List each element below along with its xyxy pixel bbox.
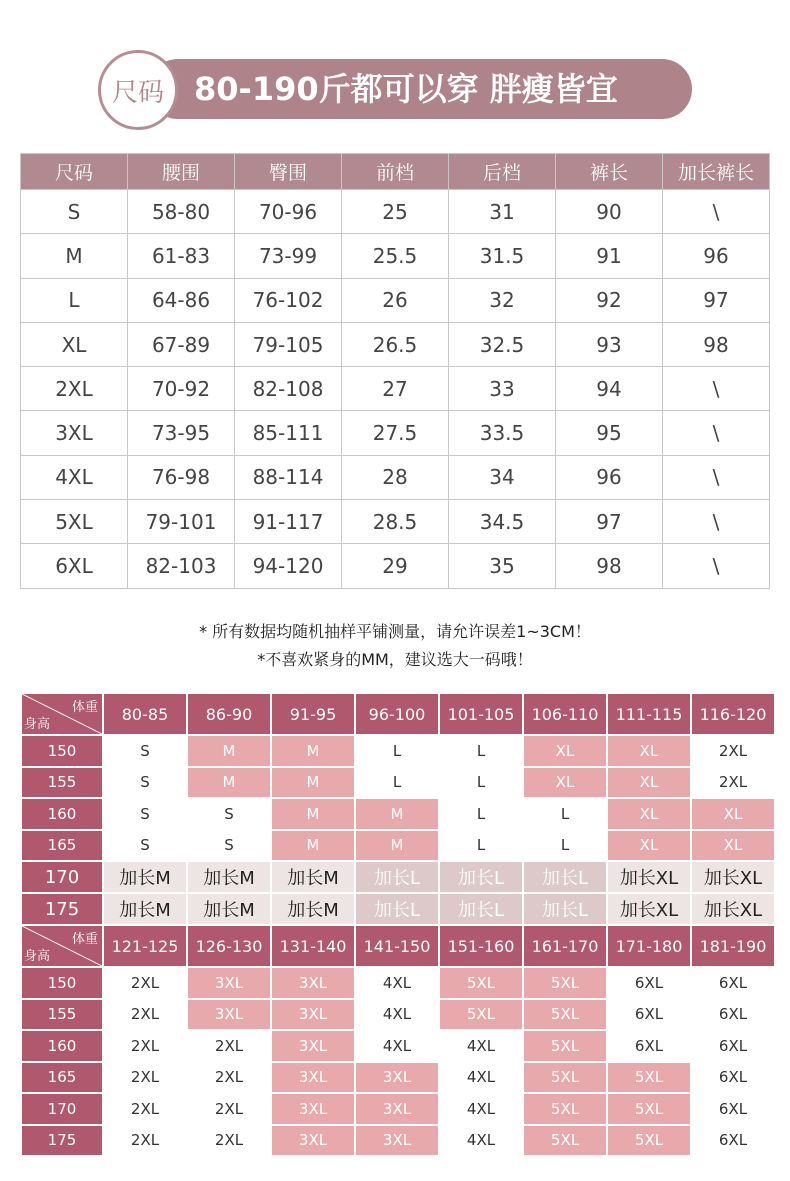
grid-size-cell: 2XL (104, 1094, 186, 1124)
size-chart-cell: 67-89 (128, 322, 235, 366)
grid-size-cell: XL (524, 736, 606, 766)
size-chart-cell: 6XL (21, 544, 128, 588)
size-chart-cell: 79-101 (128, 500, 235, 544)
grid-size-cell: 3XL (272, 1094, 354, 1124)
grid-height-cell: 150 (22, 968, 102, 998)
note-line-2: *不喜欢紧身的MM，建议选大一码哦！ (257, 650, 533, 669)
grid-size-cell: 3XL (188, 1000, 270, 1030)
grid-size-cell: 3XL (272, 1000, 354, 1030)
grid-size-cell: S (104, 736, 186, 766)
grid-size-cell: 2XL (188, 1126, 270, 1156)
size-chart-cell: 96 (556, 455, 663, 499)
grid-weight-header-cell: 86-90 (188, 694, 270, 734)
grid-height-cell: 150 (22, 736, 102, 766)
size-chart-cell: XL (21, 322, 128, 366)
grid-size-cell: 加长M (272, 894, 354, 924)
grid-size-cell: 4XL (440, 1063, 522, 1093)
grid-size-cell: M (356, 799, 438, 829)
grid-size-cell: XL (608, 736, 690, 766)
grid-size-cell: L (524, 799, 606, 829)
grid-size-cell: 3XL (272, 1063, 354, 1093)
grid-weight-header-cell: 151-160 (440, 926, 522, 966)
grid-size-cell: 6XL (692, 968, 774, 998)
size-chart-cell: 27.5 (342, 411, 449, 455)
grid-size-cell: L (356, 736, 438, 766)
grid-size-cell: 2XL (692, 736, 774, 766)
size-chart-cell: 26.5 (342, 322, 449, 366)
grid-size-cell: 2XL (188, 1031, 270, 1061)
size-chart-cell: L (21, 278, 128, 322)
grid-row (22, 968, 774, 998)
size-chart-header-cell: 后档 (449, 154, 556, 190)
size-chart-row (21, 500, 770, 544)
size-chart-cell: 88-114 (235, 455, 342, 499)
grid-weight-header-cell: 181-190 (692, 926, 774, 966)
size-chart-row (21, 190, 770, 234)
size-chart-cell: 61-83 (128, 234, 235, 278)
grid-size-cell: 5XL (524, 1031, 606, 1061)
size-chart-cell: 70-96 (235, 190, 342, 234)
grid-size-cell: 2XL (188, 1094, 270, 1124)
grid-row (22, 1000, 774, 1030)
size-chart-cell: \ (663, 500, 770, 544)
grid-height-cell: 175 (22, 1126, 102, 1156)
grid-height-cell: 160 (22, 799, 102, 829)
grid-row (22, 1126, 774, 1156)
grid-size-cell: 加长M (104, 894, 186, 924)
grid-weight-header-row (22, 926, 774, 966)
grid-size-cell: M (188, 736, 270, 766)
grid-height-cell: 155 (22, 1000, 102, 1030)
grid-size-cell: 加长L (440, 894, 522, 924)
grid-size-cell: L (524, 831, 606, 861)
corner-height-label: 身高 (24, 717, 51, 732)
size-chart-header-cell: 加长裤长 (663, 154, 770, 190)
grid-size-cell: L (440, 799, 522, 829)
grid-size-cell: S (104, 768, 186, 798)
grid-size-cell: 2XL (188, 1063, 270, 1093)
measurement-notes (0, 618, 790, 674)
size-chart-cell: 94 (556, 367, 663, 411)
grid-size-cell: 2XL (104, 968, 186, 998)
grid-size-cell: 加长L (356, 862, 438, 892)
grid-height-cell: 160 (22, 1031, 102, 1061)
size-chart-cell: M (21, 234, 128, 278)
size-chart-cell: \ (663, 190, 770, 234)
grid-weight-header-cell: 131-140 (272, 926, 354, 966)
grid-row (22, 1094, 774, 1124)
grid-size-cell: XL (524, 768, 606, 798)
grid-size-cell: M (272, 736, 354, 766)
title-banner (98, 50, 694, 132)
size-badge-label: 尺码 (111, 77, 164, 108)
grid-size-cell: 6XL (608, 1000, 690, 1030)
size-chart-header-cell: 臀围 (235, 154, 342, 190)
size-chart-cell: 90 (556, 190, 663, 234)
grid-size-cell: 3XL (188, 968, 270, 998)
size-chart-cell: 97 (663, 278, 770, 322)
grid-row (22, 736, 774, 766)
grid-size-cell: 加长L (440, 862, 522, 892)
size-chart-cell: 33.5 (449, 411, 556, 455)
grid-size-cell: M (356, 831, 438, 861)
size-chart-cell: 82-108 (235, 367, 342, 411)
size-chart-cell: 85-111 (235, 411, 342, 455)
size-chart-table (20, 153, 770, 589)
size-chart-cell: 31 (449, 190, 556, 234)
grid-size-cell: 6XL (692, 1126, 774, 1156)
size-chart-cell: 98 (663, 322, 770, 366)
grid-size-cell: 加长M (104, 862, 186, 892)
grid-size-cell: M (272, 799, 354, 829)
size-chart-row (21, 455, 770, 499)
size-chart-header-cell: 前档 (342, 154, 449, 190)
size-chart-cell: 91-117 (235, 500, 342, 544)
grid-size-cell: 加长XL (608, 862, 690, 892)
grid-size-cell: 3XL (272, 1126, 354, 1156)
size-chart-cell: 28.5 (342, 500, 449, 544)
size-chart-cell: 3XL (21, 411, 128, 455)
size-chart-cell: 32.5 (449, 322, 556, 366)
size-chart-body (21, 190, 770, 589)
grid-size-cell: 加长L (524, 862, 606, 892)
grid-size-cell: 2XL (104, 1126, 186, 1156)
grid-weight-header-cell: 106-110 (524, 694, 606, 734)
grid-size-cell: XL (608, 831, 690, 861)
grid-size-cell: XL (608, 768, 690, 798)
size-chart-cell: 31.5 (449, 234, 556, 278)
size-chart-header-row (21, 154, 770, 190)
grid-size-cell: 3XL (272, 1031, 354, 1061)
grid-height-cell: 165 (22, 831, 102, 861)
grid-weight-header-cell: 121-125 (104, 926, 186, 966)
grid-size-cell: 6XL (692, 1031, 774, 1061)
grid-size-cell: 加长L (356, 894, 438, 924)
grid-row (22, 1063, 774, 1093)
size-chart-cell: 58-80 (128, 190, 235, 234)
grid-size-cell: 4XL (440, 1094, 522, 1124)
size-chart-cell: \ (663, 411, 770, 455)
size-chart-cell: 34.5 (449, 500, 556, 544)
corner-weight-label: 体重 (71, 700, 98, 715)
grid-size-cell: 5XL (524, 1000, 606, 1030)
size-chart-cell: 25 (342, 190, 449, 234)
size-badge (98, 50, 178, 130)
size-chart-row (21, 278, 770, 322)
size-chart-cell: 73-95 (128, 411, 235, 455)
size-chart-cell: 95 (556, 411, 663, 455)
size-chart-cell: 91 (556, 234, 663, 278)
grid-size-cell: L (440, 736, 522, 766)
grid-row (22, 768, 774, 798)
size-chart-cell: 25.5 (342, 234, 449, 278)
grid-size-cell: 2XL (104, 1031, 186, 1061)
grid-size-cell: 5XL (608, 1063, 690, 1093)
grid-weight-header-cell: 111-115 (608, 694, 690, 734)
grid-size-cell: 加长XL (608, 894, 690, 924)
grid-size-cell: M (272, 768, 354, 798)
corner-weight-label: 体重 (71, 932, 98, 947)
size-chart-header-cell: 尺码 (21, 154, 128, 190)
grid-size-cell: 5XL (608, 1126, 690, 1156)
size-chart-cell: 92 (556, 278, 663, 322)
grid-size-cell: S (188, 799, 270, 829)
grid-size-cell: L (440, 831, 522, 861)
grid-corner-cell (22, 694, 102, 734)
grid-size-cell: XL (692, 799, 774, 829)
size-chart-cell: 29 (342, 544, 449, 588)
grid-size-cell: S (188, 831, 270, 861)
size-chart-cell: 76-98 (128, 455, 235, 499)
grid-body (22, 694, 774, 1155)
grid-size-cell: 5XL (440, 1000, 522, 1030)
grid-size-cell: M (188, 768, 270, 798)
grid-row (22, 799, 774, 829)
size-chart-cell: 26 (342, 278, 449, 322)
size-chart-cell: 27 (342, 367, 449, 411)
grid-row (22, 1031, 774, 1061)
size-chart-cell: 96 (663, 234, 770, 278)
grid-size-cell: 5XL (440, 968, 522, 998)
grid-size-cell: 4XL (356, 1000, 438, 1030)
size-chart-cell: 33 (449, 367, 556, 411)
size-chart-cell: 5XL (21, 500, 128, 544)
size-chart-cell: 97 (556, 500, 663, 544)
size-chart-cell: 93 (556, 322, 663, 366)
grid-size-cell: 6XL (608, 1031, 690, 1061)
grid-size-cell: 5XL (608, 1094, 690, 1124)
size-chart-cell: 32 (449, 278, 556, 322)
grid-row (22, 862, 774, 892)
grid-size-cell: L (440, 768, 522, 798)
grid-size-cell: 3XL (272, 968, 354, 998)
size-chart-cell: 34 (449, 455, 556, 499)
grid-size-cell: 5XL (524, 1094, 606, 1124)
grid-size-cell: 3XL (356, 1063, 438, 1093)
size-chart-cell: 4XL (21, 455, 128, 499)
corner-height-label: 身高 (24, 949, 51, 964)
size-chart-cell: 98 (556, 544, 663, 588)
grid-size-cell: 6XL (608, 968, 690, 998)
grid-weight-header-cell: 96-100 (356, 694, 438, 734)
grid-size-cell: 5XL (524, 1126, 606, 1156)
size-chart-header-cell: 裤长 (556, 154, 663, 190)
grid-size-cell: 4XL (356, 1031, 438, 1061)
grid-size-cell: 6XL (692, 1063, 774, 1093)
grid-row (22, 894, 774, 924)
size-chart-cell: 76-102 (235, 278, 342, 322)
grid-height-cell: 155 (22, 768, 102, 798)
grid-size-cell: M (272, 831, 354, 861)
grid-size-cell: 4XL (440, 1126, 522, 1156)
grid-weight-header-cell: 171-180 (608, 926, 690, 966)
grid-size-cell: 加长M (272, 862, 354, 892)
size-chart-row (21, 411, 770, 455)
grid-size-cell: 6XL (692, 1000, 774, 1030)
grid-weight-header-cell: 91-95 (272, 694, 354, 734)
grid-size-cell: 2XL (104, 1000, 186, 1030)
grid-size-cell: 5XL (524, 968, 606, 998)
grid-size-cell: 加长XL (692, 894, 774, 924)
grid-size-cell: S (104, 799, 186, 829)
grid-size-cell: 加长M (188, 862, 270, 892)
grid-size-cell: XL (608, 799, 690, 829)
size-chart-cell: 2XL (21, 367, 128, 411)
grid-weight-header-cell: 161-170 (524, 926, 606, 966)
grid-size-cell: 4XL (440, 1031, 522, 1061)
grid-size-cell: 5XL (524, 1063, 606, 1093)
size-chart-row (21, 234, 770, 278)
size-chart-cell: 82-103 (128, 544, 235, 588)
grid-height-cell: 170 (22, 862, 102, 892)
grid-corner-cell (22, 926, 102, 966)
size-chart-cell: \ (663, 455, 770, 499)
size-chart-cell: \ (663, 367, 770, 411)
grid-weight-header-cell: 141-150 (356, 926, 438, 966)
banner-title: 80-190斤都可以穿 胖瘦皆宜 (194, 70, 618, 108)
weight-height-size-grid (20, 692, 776, 1157)
grid-size-cell: 2XL (104, 1063, 186, 1093)
grid-row (22, 831, 774, 861)
grid-height-cell: 175 (22, 894, 102, 924)
size-chart-cell: S (21, 190, 128, 234)
grid-height-cell: 170 (22, 1094, 102, 1124)
size-chart-cell: 70-92 (128, 367, 235, 411)
size-chart-cell: \ (663, 544, 770, 588)
grid-weight-header-cell: 80-85 (104, 694, 186, 734)
note-line-1: * 所有数据均随机抽样平铺测量，请允许误差1~3CM！ (199, 622, 591, 641)
grid-size-cell: 加长L (524, 894, 606, 924)
grid-size-cell: 2XL (692, 768, 774, 798)
size-chart-row (21, 544, 770, 588)
size-chart-header-cell: 腰围 (128, 154, 235, 190)
size-chart-cell: 94-120 (235, 544, 342, 588)
size-chart-cell: 28 (342, 455, 449, 499)
grid-size-cell: 3XL (356, 1126, 438, 1156)
size-chart-cell: 35 (449, 544, 556, 588)
grid-size-cell: 4XL (356, 968, 438, 998)
grid-size-cell: 加长XL (692, 862, 774, 892)
grid-size-cell: 加长M (188, 894, 270, 924)
size-chart-cell: 73-99 (235, 234, 342, 278)
grid-size-cell: S (104, 831, 186, 861)
grid-size-cell: L (356, 768, 438, 798)
grid-size-cell: 6XL (692, 1094, 774, 1124)
grid-size-cell: 3XL (356, 1094, 438, 1124)
size-chart-cell: 64-86 (128, 278, 235, 322)
size-chart-row (21, 367, 770, 411)
grid-weight-header-row (22, 694, 774, 734)
grid-size-cell: XL (692, 831, 774, 861)
size-chart-row (21, 322, 770, 366)
grid-weight-header-cell: 116-120 (692, 694, 774, 734)
grid-weight-header-cell: 126-130 (188, 926, 270, 966)
grid-height-cell: 165 (22, 1063, 102, 1093)
grid-weight-header-cell: 101-105 (440, 694, 522, 734)
size-chart-cell: 79-105 (235, 322, 342, 366)
